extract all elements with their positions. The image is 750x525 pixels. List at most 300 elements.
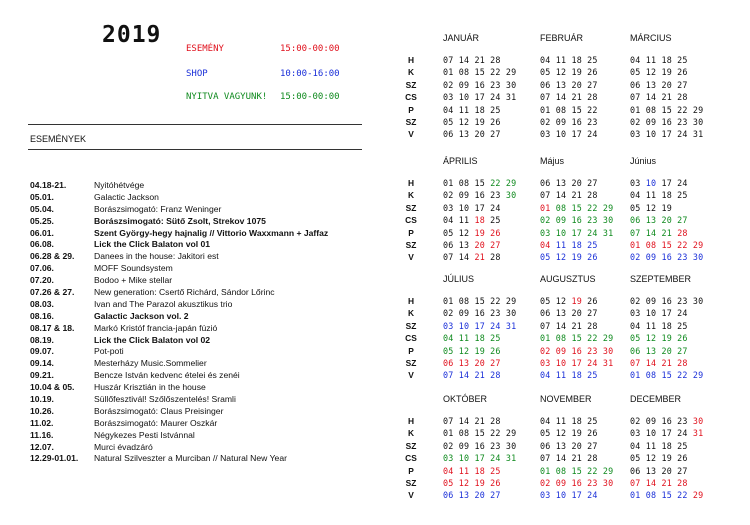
year-title: 2019: [102, 22, 162, 48]
day-numbers: 04 11: [443, 215, 475, 226]
day-numbers: 06 13 20 27: [630, 465, 688, 476]
event-date: 08.19.: [30, 334, 54, 345]
day-numbers: 05 12 19 26: [630, 333, 688, 344]
day-numbers: 07 14 21 28: [540, 92, 598, 103]
calendar-week-row: [630, 240, 703, 250]
event-row: [30, 418, 370, 430]
calendar-week-row: [443, 441, 516, 451]
month-title: FEBRUÁR: [540, 33, 584, 43]
day-numbers: 02 09 16 23 30: [630, 252, 704, 263]
calendar-week-row: [540, 428, 598, 438]
event-date: 12.07.: [30, 441, 54, 452]
day-numbers: 02 09 16 23: [630, 416, 693, 426]
day-numbers: 05 12 19 26: [630, 453, 688, 464]
month-title: Május: [540, 156, 565, 166]
event-row: [30, 287, 370, 299]
event-date: 07.06.: [30, 263, 54, 274]
day-numbers: 06 13 20 27: [630, 215, 688, 226]
day-numbers: 02 09 16 23 30: [540, 345, 614, 356]
weekday-label: K: [407, 67, 415, 78]
calendar-week-row: [443, 296, 516, 306]
calendar-week-row: [443, 80, 516, 90]
event-name: Ivan and The Parazol akusztikus trio: [94, 298, 233, 309]
calendar-week-row: [443, 453, 516, 463]
day-numbers: 05 12: [540, 296, 572, 306]
weekday-label: SZ: [405, 320, 417, 331]
day-numbers: 03 10 17 24: [540, 490, 598, 501]
event-date: 08.03.: [30, 298, 54, 309]
event-date: 06.01.: [30, 227, 54, 238]
legend-label-shop: SHOP: [186, 69, 208, 79]
weekday-label: K: [407, 308, 415, 319]
calendar-week-row: [443, 67, 516, 77]
calendar-week-row: [630, 490, 703, 500]
day-numbers: 07 14 21 28: [443, 416, 501, 426]
day-numbers: 02 09 16 23 30: [630, 296, 704, 306]
month-title: JÚLIUS: [443, 274, 475, 284]
calendar-week-row: [540, 346, 613, 356]
weekday-label: H: [407, 296, 415, 306]
day-numbers: 02 09 16 23 30: [443, 308, 517, 319]
event-row: [30, 192, 370, 204]
calendar-week-row: [443, 358, 501, 368]
month-title: DECEMBER: [630, 394, 682, 404]
calendar-week-row: [630, 370, 703, 380]
day-numbers: 30: [692, 416, 704, 426]
event-date: 08.17 & 18.: [30, 322, 75, 333]
calendar-week-row: [443, 190, 516, 200]
calendar-week-row: [630, 215, 688, 225]
calendar-week-row: [540, 478, 613, 488]
calendar-week-row: [443, 346, 501, 356]
day-numbers: 06 13 20 27: [443, 358, 501, 368]
day-numbers: 04 11 18 25: [540, 370, 598, 381]
event-name: Lick the Click Balaton vol 02: [94, 334, 211, 345]
event-row: [30, 382, 370, 394]
event-name: Mesterházy Music.Sommelier: [94, 358, 207, 369]
event-name: Galactic Jackson vol. 2: [94, 310, 189, 321]
event-date: 11.16.: [30, 429, 54, 440]
calendar-week-row: [540, 240, 598, 250]
day-numbers: 02 09 16 23: [443, 190, 506, 201]
day-numbers: 04 11 18 25: [630, 440, 688, 451]
calendar-week-row: [630, 228, 688, 238]
calendar-week-row: [630, 441, 688, 451]
event-row: [30, 239, 370, 251]
day-numbers: 03 10 17 24 31: [540, 358, 614, 368]
event-name: Szent György-hegy hajnalig // Vittorio Waxxmann + Jaffaz: [94, 227, 329, 238]
event-row: [30, 216, 370, 228]
legend-label-event: ESEMÉNY: [186, 44, 224, 54]
day-numbers: 01 08 15 22 29: [443, 67, 517, 78]
day-numbers: 01 08 15 22 29: [540, 465, 614, 476]
day-numbers: 01 08 15 22 29: [630, 104, 704, 115]
day-numbers: 07 14 21 28: [630, 92, 688, 103]
calendar-week-row: [630, 308, 688, 318]
event-row: [30, 406, 370, 418]
day-numbers: 02 09 16 23: [540, 117, 598, 127]
day-numbers: 07 14 21 28: [540, 190, 598, 201]
day-numbers: 04 11 18 25: [630, 55, 688, 65]
day-numbers: 03 10 17 24: [630, 428, 693, 439]
event-date: 12.29-01.01.: [30, 453, 79, 464]
weekday-label: CS: [405, 215, 417, 226]
calendar-week-row: [630, 178, 688, 188]
day-numbers: 17 24: [656, 178, 688, 188]
calendar-week-row: [540, 358, 613, 368]
day-numbers: 05 12: [443, 227, 475, 238]
event-date: 07.20.: [30, 275, 54, 286]
day-numbers: 07 14 21 28: [443, 370, 501, 381]
event-row: [30, 228, 370, 240]
event-date: 05.25.: [30, 215, 54, 226]
calendar-week-row: [540, 117, 598, 127]
event-name: Négykezes Pesti Istvánnal: [94, 429, 195, 440]
day-numbers: 28: [484, 252, 501, 263]
calendar-week-row: [540, 321, 598, 331]
calendar-week-row: [443, 321, 516, 331]
calendar-week-row: [540, 178, 598, 188]
calendar-week-row: [540, 67, 598, 77]
event-name: MOFF Soundsystem: [94, 263, 173, 274]
event-date: 10.19.: [30, 394, 54, 405]
calendar-week-row: [443, 416, 501, 426]
event-row: [30, 370, 370, 382]
weekday-label: V: [408, 252, 414, 263]
event-name: Süllőfesztivál! Szőlőszentelés! Sramli: [94, 394, 236, 405]
event-row: [30, 263, 370, 275]
calendar-week-row: [540, 190, 598, 200]
calendar-week-row: [540, 466, 613, 476]
day-numbers: 06 13 20 27: [443, 129, 501, 140]
calendar-week-row: [630, 203, 672, 213]
day-numbers: 02 09 16 23 30: [540, 215, 614, 226]
event-name: Markó Kristóf francia-japán fúzió: [94, 322, 218, 333]
day-numbers: 03 10 17 24 31: [540, 227, 614, 238]
calendar-week-row: [630, 333, 688, 343]
day-numbers: 01 08 15 22 29: [630, 240, 704, 250]
day-numbers: 11 18 25: [550, 240, 598, 250]
day-numbers: 06 13 20 27: [540, 79, 598, 90]
event-date: 09.07.: [30, 346, 54, 357]
day-numbers: 18: [474, 215, 485, 226]
weekday-label: H: [407, 55, 415, 65]
calendar-week-row: [630, 453, 688, 463]
event-date: 06.28 & 29.: [30, 251, 75, 262]
event-name: Bencze István kedvenc ételei és zenéi: [94, 370, 240, 381]
event-row: [30, 180, 370, 192]
calendar-week-row: [540, 490, 598, 500]
month-title: SZEPTEMBER: [630, 274, 692, 284]
divider-top: [28, 124, 362, 125]
calendar-week-row: [443, 466, 501, 476]
calendar-week-row: [630, 428, 703, 438]
divider-bottom: [28, 149, 362, 150]
month-title: ÁPRILIS: [443, 156, 478, 166]
event-row: [30, 323, 370, 335]
day-numbers: 06 13 20 27: [540, 178, 598, 188]
day-numbers: 07 14 21 28: [630, 358, 688, 368]
day-numbers: 25: [484, 215, 501, 226]
calendar-week-row: [540, 296, 598, 306]
calendar-week-row: [443, 203, 501, 213]
weekday-label: SZ: [405, 358, 417, 368]
calendar-week-row: [443, 129, 501, 139]
event-name: Danees in the house: Jakitori est: [94, 251, 219, 262]
day-numbers: 03 10 17 24 31: [443, 92, 517, 103]
day-numbers: 06 13 20 27: [540, 440, 598, 451]
day-numbers: 04 11 18 25: [630, 190, 688, 201]
day-numbers: 29: [692, 490, 704, 501]
event-name: Borászsimogató: Maurer Oszkár: [94, 417, 218, 428]
weekday-label: V: [408, 129, 414, 140]
weekday-label: H: [407, 178, 415, 188]
event-date: 10.26.: [30, 405, 54, 416]
weekday-label: CS: [405, 92, 417, 103]
event-date: 04.18-21.: [30, 180, 67, 190]
calendar-week-row: [630, 80, 688, 90]
event-date: 09.21.: [30, 370, 54, 381]
weekday-label: SZ: [405, 202, 417, 213]
day-numbers: 04 11 18 25: [443, 465, 501, 476]
weekday-label: SZ: [405, 440, 417, 451]
calendar-week-row: [540, 80, 598, 90]
day-numbers: 03 10 17 24: [540, 129, 598, 140]
day-numbers: 03 10 17 24 31: [443, 320, 517, 331]
day-numbers: 07 14 21 28: [540, 320, 598, 331]
day-numbers: 19: [571, 296, 582, 306]
day-numbers: 06 13 20 27: [540, 308, 598, 319]
event-row: [30, 346, 370, 358]
event-date: 09.14.: [30, 358, 54, 369]
day-numbers: 02 09 16 23 30: [443, 440, 517, 451]
day-numbers: 03 10 17 24: [630, 308, 688, 319]
day-numbers: 05 12 19 26: [443, 117, 501, 127]
event-name: Galactic Jackson: [94, 191, 159, 202]
weekday-label: SZ: [405, 240, 417, 250]
event-name: Borászsimogató: Claus Preisinger: [94, 405, 224, 416]
calendar-week-row: [630, 346, 688, 356]
day-numbers: 21: [474, 252, 485, 263]
calendar-week-row: [630, 358, 688, 368]
weekday-label: K: [407, 190, 415, 201]
day-numbers: 05 12 19: [630, 202, 672, 213]
day-numbers: 04 11 18 25: [540, 55, 598, 65]
day-numbers: 05 12 19 26: [443, 345, 501, 356]
event-date: 08.16.: [30, 310, 54, 321]
event-row: [30, 430, 370, 442]
calendar-week-row: [540, 215, 613, 225]
calendar-week-row: [540, 370, 598, 380]
day-numbers: 04 11 18 25: [443, 333, 501, 344]
calendar-week-row: [630, 129, 703, 139]
legend-label-open: NYITVA VAGYUNK!: [186, 92, 268, 102]
day-numbers: 02 09 16 23 30: [443, 79, 517, 90]
calendar-week-row: [443, 240, 501, 250]
calendar-week-row: [540, 92, 598, 102]
event-name: Borászsimogató: Sütő Zsolt, Strekov 1075: [94, 215, 266, 226]
legend-hours-shop: 10:00-16:00: [280, 69, 340, 79]
calendar-week-row: [540, 416, 598, 426]
weekday-label: SZ: [405, 478, 417, 488]
calendar-week-row: [540, 228, 613, 238]
day-numbers: 20 27: [474, 240, 501, 250]
calendar-week-row: [443, 215, 501, 225]
event-name: Lick the Click Balaton vol 01: [94, 239, 211, 250]
calendar-week-row: [540, 453, 598, 463]
event-date: 05.01.: [30, 191, 54, 202]
day-numbers: 02 09 16 23 30: [540, 478, 614, 488]
day-numbers: 07 14 21 28: [630, 478, 688, 488]
day-numbers: 19 26: [474, 227, 501, 238]
calendar-week-row: [443, 333, 501, 343]
day-numbers: 05 12 19 26: [540, 428, 598, 439]
calendar-week-row: [630, 296, 703, 306]
calendar-week-row: [630, 252, 703, 262]
day-numbers: 04: [540, 240, 551, 250]
calendar-week-row: [630, 466, 688, 476]
day-numbers: 01 08 15 22 29: [443, 296, 517, 306]
day-numbers: 01: [540, 202, 551, 213]
calendar-week-row: [443, 478, 501, 488]
calendar-week-row: [630, 55, 688, 65]
day-numbers: 06 13: [443, 240, 475, 250]
event-name: Natural Szilveszter a Murciban // Natural New Year: [94, 453, 287, 464]
weekday-label: SZ: [405, 79, 417, 90]
calendar-week-row: [540, 441, 598, 451]
event-date: 07.26 & 27.: [30, 287, 75, 298]
event-name: New generation: Csertő Richárd, Sándor Lőrinc: [94, 287, 275, 298]
event-date: 10.04 & 05.: [30, 382, 75, 393]
calendar-week-row: [443, 308, 516, 318]
event-name: Pot-poti: [94, 346, 124, 357]
event-row: [30, 453, 370, 465]
event-name: Murci évadzáró: [94, 441, 153, 452]
weekday-label: SZ: [405, 117, 417, 127]
month-title: MÁRCIUS: [630, 33, 672, 43]
event-row: [30, 394, 370, 406]
calendar-week-row: [443, 252, 501, 262]
day-numbers: 03: [630, 178, 646, 188]
event-date: 06.08.: [30, 239, 54, 250]
weekday-label: V: [408, 490, 414, 501]
weekday-label: K: [407, 428, 415, 439]
events-list: [30, 180, 370, 465]
day-numbers: 07 14: [443, 252, 475, 263]
event-row: [30, 275, 370, 287]
day-numbers: 05 12 19 26: [540, 67, 598, 78]
day-numbers: 30: [505, 190, 517, 201]
calendar-week-row: [630, 190, 688, 200]
calendar-week-row: [443, 178, 516, 188]
event-name: Nyitóhétvége: [94, 180, 145, 190]
day-numbers: 01 08 15: [443, 178, 491, 188]
day-numbers: 01 08 15 22 29: [443, 428, 517, 439]
weekday-label: CS: [405, 333, 417, 344]
day-numbers: 07 14 21 28: [540, 453, 598, 464]
events-heading: ESEMÉNYEK: [30, 134, 87, 144]
calendar-week-row: [540, 308, 598, 318]
event-name: Bodoo + Mike stellar: [94, 275, 173, 286]
month-title: OKTÓBER: [443, 394, 488, 404]
day-numbers: 07 14 21: [630, 227, 678, 238]
event-row: [30, 311, 370, 323]
legend-hours-open: 15:00-00:00: [280, 92, 340, 102]
day-numbers: 31: [692, 428, 704, 439]
day-numbers: 08 15 22 29: [550, 202, 614, 213]
day-numbers: 05 12 19 26: [540, 252, 598, 263]
calendar-week-row: [630, 117, 703, 127]
day-numbers: 26: [581, 296, 598, 306]
day-numbers: 06 13 20 27: [630, 345, 688, 356]
calendar-week-row: [443, 92, 516, 102]
calendar-week-row: [540, 129, 598, 139]
day-numbers: 03 10 17 24: [443, 202, 501, 213]
event-row: [30, 335, 370, 347]
event-name: Borászsimogató: Franz Weninger: [94, 203, 222, 214]
day-numbers: 01 08 15 22: [630, 490, 693, 501]
day-numbers: 05 12 19 26: [443, 478, 501, 488]
month-title: Június: [630, 156, 657, 166]
day-numbers: 03 10 17 24 31: [630, 129, 704, 140]
calendar-week-row: [443, 105, 501, 115]
calendar-week-row: [443, 490, 501, 500]
weekday-label: H: [407, 416, 415, 426]
day-numbers: 04 11 18 25: [630, 320, 688, 331]
calendar-week-row: [443, 55, 501, 65]
day-numbers: 01 08 15 22 29: [630, 370, 704, 381]
day-numbers: 01 08 15 22: [540, 104, 598, 115]
calendar-week-row: [630, 321, 688, 331]
month-title: AUGUSZTUS: [540, 274, 596, 284]
event-date: 05.04.: [30, 203, 54, 214]
weekday-label: P: [408, 227, 414, 238]
day-numbers: 02 09 16 23 30: [630, 117, 704, 127]
day-numbers: 01 08 15 22 29: [540, 333, 614, 344]
calendar-week-row: [443, 117, 501, 127]
event-row: [30, 299, 370, 311]
day-numbers: 04 11 18 25: [540, 416, 598, 426]
month-title: JANUÁR: [443, 33, 480, 43]
calendar-week-row: [443, 228, 501, 238]
calendar-week-row: [630, 105, 703, 115]
day-numbers: 06 13 20 27: [443, 490, 501, 501]
calendar-week-row: [540, 55, 598, 65]
day-numbers: 10: [645, 178, 657, 188]
event-row: [30, 204, 370, 216]
calendar-week-row: [443, 428, 516, 438]
event-row: [30, 251, 370, 263]
calendar-week-row: [630, 67, 688, 77]
weekday-label: P: [408, 104, 414, 115]
event-name: Huszár Krisztián in the house: [94, 382, 206, 393]
weekday-label: V: [408, 370, 414, 381]
event-row: [30, 358, 370, 370]
event-row: [30, 442, 370, 454]
weekday-label: CS: [405, 453, 417, 464]
day-numbers: 03 10 17 24 31: [443, 453, 517, 464]
calendar-week-row: [443, 370, 501, 380]
calendar-week-row: [630, 478, 688, 488]
month-title: NOVEMBER: [540, 394, 592, 404]
day-numbers: 28: [677, 227, 688, 238]
calendar-week-row: [630, 92, 688, 102]
calendar-week-row: [540, 203, 613, 213]
weekday-label: P: [408, 465, 414, 476]
calendar-week-row: [540, 105, 598, 115]
day-numbers: 05 12 19 26: [630, 67, 688, 78]
day-numbers: 04 11 18 25: [443, 104, 501, 115]
